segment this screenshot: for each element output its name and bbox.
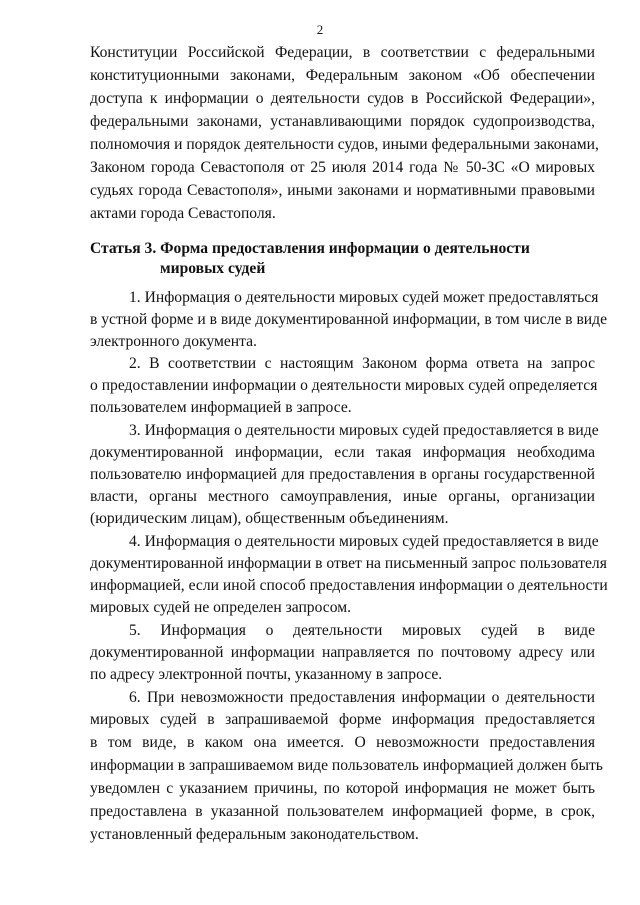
paragraph-line: информации в запрашиваемом виде пользователь информацией должен быть xyxy=(90,757,603,774)
intro-line: доступа к информации о деятельности судов в Российской Федерации», xyxy=(90,90,595,107)
paragraph-line: по адресу электронной почты, указанному в запросе. xyxy=(90,666,443,683)
intro-line: Конституции Российской Федерации, в соответствии с федеральными xyxy=(90,44,595,61)
paragraph-line: мировых судей не определен запросом. xyxy=(90,599,351,616)
paragraph-line: документированной информации, если такая информация необходима xyxy=(90,444,595,461)
paragraph-line: 5. Информация о деятельности мировых судей в виде xyxy=(129,622,595,639)
paragraph-line: 2. В соответствии с настоящим Законом форма ответа на запрос xyxy=(129,355,595,372)
intro-line: конституционными законами, Федеральным законом «Об обеспечении xyxy=(90,67,595,84)
intro-line: судьях города Севастополя», иными законами и нормативными правовыми xyxy=(90,182,595,199)
paragraph-line: уведомлен с указанием причины, по которой информация не может быть xyxy=(90,780,595,797)
paragraph-line: в устной форме и в виде документированной информации, в том числе в виде xyxy=(90,311,608,328)
paragraph-line: 3. Информация о деятельности мировых судей предоставляется в виде xyxy=(129,422,599,439)
paragraph-line: 1. Информация о деятельности мировых судей может предоставляться xyxy=(129,289,599,306)
page-number: 2 xyxy=(316,22,324,37)
article-heading: Статья 3. Форма предоставления информации о деятельности xyxy=(90,240,530,257)
paragraph-line: о предоставлении информации о деятельности мировых судей определяется xyxy=(90,377,598,394)
article-heading-continued: мировых судей xyxy=(160,260,266,277)
paragraph-line: документированной информации направляется по почтовому адресу или xyxy=(90,644,595,661)
paragraph-line: информацией, если иной способ предоставления информации о деятельности xyxy=(90,577,608,594)
paragraph-line: власти, органы местного самоуправления, иные органы, организации xyxy=(90,488,595,505)
paragraph-line: в том виде, в каком она имеется. О невозможности предоставления xyxy=(90,734,595,751)
paragraph-line: документированной информации в ответ на письменный запрос пользователя xyxy=(90,555,607,572)
paragraph-line: пользователю информацией для предоставления в органы государственной xyxy=(90,466,595,483)
paragraph-line: пользователем информацией в запросе. xyxy=(90,399,352,416)
intro-line: Законом города Севастополя от 25 июля 2014 года № 50-ЗС «О мировых xyxy=(90,159,595,176)
paragraph-line: электронного документа. xyxy=(90,333,257,350)
intro-line: актами города Севастополя. xyxy=(90,205,276,222)
paragraph-line: 6. При невозможности предоставления информации о деятельности xyxy=(129,689,595,706)
intro-line: федеральными законами, устанавливающими порядок судопроизводства, xyxy=(90,113,595,130)
paragraph-line: установленный федеральным законодательством. xyxy=(90,826,419,843)
intro-line: полномочия и порядок деятельности судов, иными федеральными законами, xyxy=(90,136,599,153)
paragraph-line: 4. Информация о деятельности мировых судей предоставляется в виде xyxy=(129,533,599,550)
paragraph-line: мировых судей в запрашиваемой форме информация предоставляется xyxy=(90,711,595,728)
paragraph-line: (юридическим лицам), общественным объединениям. xyxy=(90,510,449,527)
paragraph-line: предоставлена в указанной пользователем информацией форме, в срок, xyxy=(90,803,595,820)
